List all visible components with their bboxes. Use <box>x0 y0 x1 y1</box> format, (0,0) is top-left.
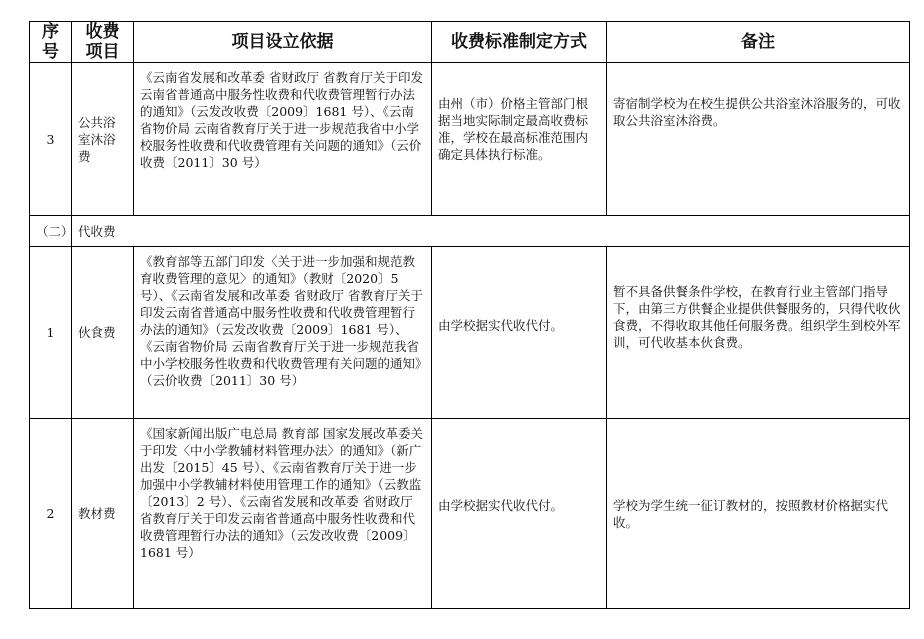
row-basis: 《教育部等五部门印发〈关于进一步加强和规范教育收费管理的意见〉的通知》（教财〔2020〕5 号）、《云南省发展和改革委 省财政厅 省教育厅关于印发云南省普通高中服务性收费和代收费管理暂行办法的通知》（云发改收费〔2009〕1681 号）、《云南省物价局 云南省教育厅关于进一步规范我省中小学校服务性收费和代收费管理有关问题的通知》（云价收费〔2011〕30 号） <box>134 247 432 419</box>
row-method: 由州（市）价格主管部门根据当地实际制定最高收费标准，学校在最高标准范围内确定具体执行标准。 <box>432 63 607 216</box>
row-basis: 《云南省发展和改革委 省财政厅 省教育厅关于印发云南省普通高中服务性收费和代收费管理暂行办法的通知》（云发改收费〔2009〕1681 号）、《云南省物价局 云南省教育厅关于进一步规范我省中小学校服务性收费和代收费管理有关问题的通知》（云价收费〔2011〕30 号） <box>134 63 432 216</box>
row-item: 公共浴室沐浴费 <box>72 63 134 216</box>
section-row <box>30 216 910 247</box>
header-method: 收费标准制定方式 <box>432 22 607 63</box>
header-seq: 序号 <box>30 22 72 63</box>
row-method: 由学校据实代收代付。 <box>432 419 607 609</box>
header-item <box>72 22 134 63</box>
header-row <box>30 22 910 63</box>
row-basis: 《国家新闻出版广电总局 教育部 国家发展改革委关于印发〈中小学教辅材料管理办法〉的通知》（新广出发〔2015〕45 号）、《云南省教育厅关于进一步加强中小学教辅材料使用管理工作的通知》（云教监〔2013〕2 号）、《云南省发展和改革委 省财政厅 省教育厅关于印发云南省普通高中服务性收费和代收费管理暂行办法的通知》（云发改收费〔2009〕1681 号） <box>134 419 432 609</box>
header-basis: 项目设立依据 <box>134 22 432 63</box>
row-item: 教材费 <box>72 419 134 609</box>
fee-table <box>29 21 910 609</box>
row-seq: 3 <box>30 63 72 216</box>
table-row <box>30 419 910 609</box>
header-remark: 备注 <box>607 22 910 63</box>
section-seq: （二） <box>30 216 72 247</box>
row-seq: 2 <box>30 419 72 609</box>
row-remark: 学校为学生统一征订教材的，按照教材价格据实代收。 <box>607 419 910 609</box>
row-remark: 寄宿制学校为在校生提供公共浴室沐浴服务的，可收取公共浴室沐浴费。 <box>607 63 910 216</box>
header-item-line2: 项目 <box>85 42 120 62</box>
row-remark: 暂不具备供餐条件学校，在教育行业主管部门指导下，由第三方供餐企业提供供餐服务的，只得代收伙食费，不得收取其他任何服务费。组织学生到校外军训，可代收基本伙食费。 <box>607 247 910 419</box>
row-method: 由学校据实代收代付。 <box>432 247 607 419</box>
row-item: 伙食费 <box>72 247 134 419</box>
section-label: 代收费 <box>72 216 910 247</box>
table-row <box>30 63 910 216</box>
table-row <box>30 247 910 419</box>
row-seq: 1 <box>30 247 72 419</box>
header-item-line1: 收费 <box>85 22 120 42</box>
